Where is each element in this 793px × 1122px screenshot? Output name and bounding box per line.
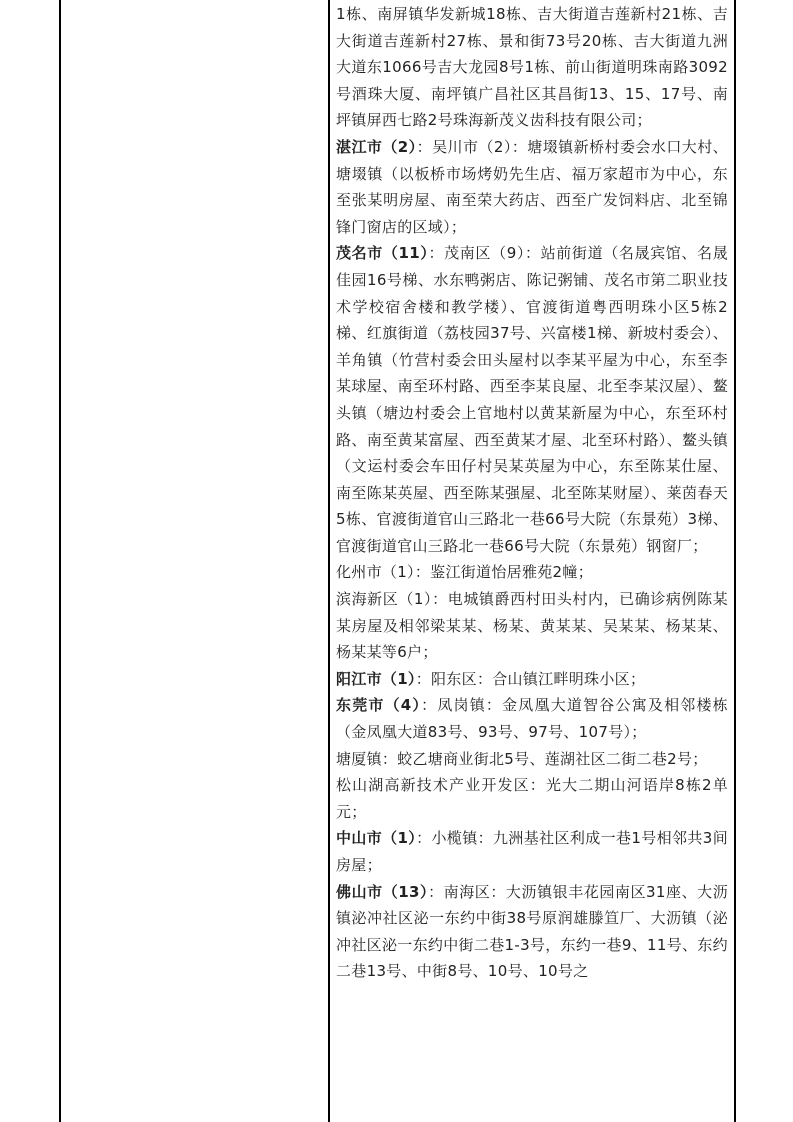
table-border-middle: [328, 0, 330, 1122]
paragraph-huazhou: [336, 559, 728, 586]
paragraph-text: ：南海区：大沥镇银丰花园南区31座、大沥镇泌冲社区泌一东约中街38号原润雄滕笪厂、大沥镇（泌冲社区泌一东约中街二巷1-3号，东约一巷9、11号、东约二巷13号、中街8号、10号、10号之: [336, 882, 728, 981]
table-border-right: [734, 0, 736, 1122]
paragraph-songshanhu: [336, 772, 728, 825]
table-cell-region: [61, 0, 328, 1122]
city-name: 中山市（1）: [336, 829, 417, 848]
paragraph-text: 1栋、南屏镇华发新城18栋、吉大街道吉莲新村21栋、吉大街道吉莲新村27栋、景和街73号20栋、吉大街道九洲大道东1066号吉大龙园8号1栋、前山街道明珠南路3092号酒珠大厦、南坪镇广昌社区其昌街13、15、17号、南坪镇屏西七路2号珠海新茂义齿科技有限公司；: [336, 5, 728, 130]
paragraph-text: 松山湖高新技术产业开发区：光大二期山河语岸8栋2单元；: [336, 776, 728, 821]
paragraph-text: 化州市（1）：鉴江街道怡居雅苑2幢；: [336, 563, 593, 582]
paragraph-text: 滨海新区（1）：电城镇爵西村田头村内，已确诊病例陈某某房屋及相邻梁某某、杨某、黄某某、吴某某、杨某某、杨某某等6户；: [336, 590, 728, 662]
paragraph-text: ：吴川市（2）：塘㙍镇新桥村委会水口大村、塘㙍镇（以板桥市场烤奶先生店、福万家超市为中心，东至张某明房屋、南至荣大药店、西至广发饲料店、北至锦锋门窗店的区域）；: [336, 137, 728, 236]
city-name: 佛山市（13）: [336, 882, 429, 901]
paragraph-binhai: [336, 586, 728, 666]
table-cell-areas: [336, 0, 728, 1122]
paragraph-maoming: [336, 240, 728, 559]
paragraph-text: ：小榄镇：九洲基社区利成一巷1号相邻共3间房屋；: [336, 829, 728, 874]
paragraph-text: ：凤岗镇：金凤凰大道智谷公寓及相邻楼栋（金凤凰大道83号、93号、97号、107号）；: [336, 696, 728, 742]
paragraph-dongguan: [336, 692, 728, 745]
paragraph-zhanjiang: [336, 134, 728, 240]
city-name: 湛江市（2）: [336, 137, 417, 156]
paragraph-text: ：阳东区：合山镇江畔明珠小区；: [415, 669, 646, 688]
paragraph-text: 塘厦镇：蛟乙塘商业街北5号、莲湖社区二街二巷2号；: [336, 749, 708, 768]
city-name: 茂名市（11）: [336, 244, 429, 263]
paragraph-zhuhai-continued: [336, 1, 728, 134]
city-name: 东莞市（4）: [336, 696, 422, 715]
paragraph-yangjiang: [336, 666, 728, 693]
paragraph-foshan: [336, 879, 728, 985]
paragraph-zhongshan: [336, 825, 728, 878]
city-name: 阳江市（1）: [336, 669, 416, 688]
paragraph-tangxia: [336, 746, 728, 773]
paragraph-text: ：茂南区（9）：站前街道（名晟宾馆、名晟佳园16号梯、水东鸭粥店、陈记粥铺、茂名市第二职业技术学校宿舍楼和教学楼）、官渡街道粤西明珠小区5栋2梯、红旗街道（荔枝园37号、兴富楼1梯、新坡村委会）、羊角镇（竹营村委会田头屋村以李某平屋为中心，东至李某球屋、南至环村路、西至李某良屋、北至李某汉屋）、鳌头镇（塘边村委会上官地村以黄某新屋为中心，东至环村路、南至黄某富屋、西至黄某才屋、北至环村路）、鳌头镇（文运村委会车田仔村吴某英屋为中心，东至陈某仕屋、南至陈某英屋、西至陈某强屋、北至陈某财屋）、莱茵春天5栋、官渡街道官山三路北一巷66号大院（东景苑）3梯、官渡街道官山三路北一巷66号大院（东景苑）钢窗厂；: [336, 244, 728, 555]
